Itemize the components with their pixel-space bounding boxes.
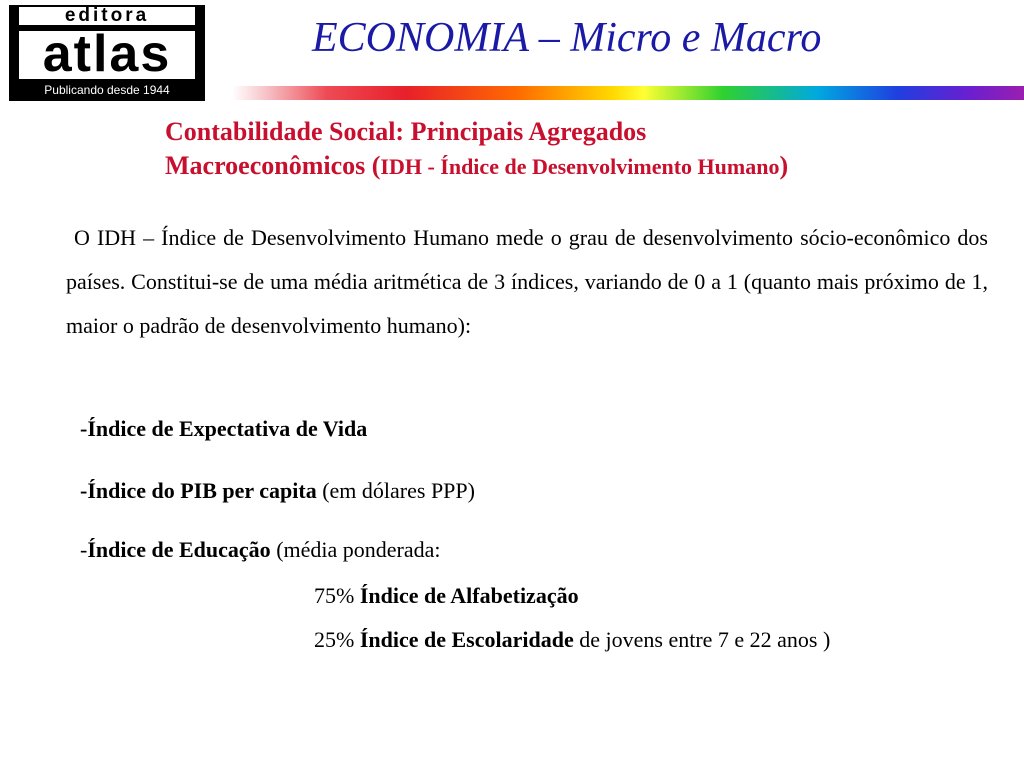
logo-tagline: Publicando desde 1944 [44,83,170,97]
subitem-rest: de jovens entre 7 e 22 anos ) [573,627,831,652]
slide-title-subtitle: IDH - Índice de Desenvolvimento Humano [380,154,780,179]
subitem-schooling [314,625,830,655]
publisher-logo [9,5,205,101]
bullet-bold: -Índice de Expectativa de Vida [80,416,368,441]
bullet-rest: (média ponderada: [270,537,441,562]
subitem-prefix: 25% [314,627,360,652]
bullet-education [80,535,441,565]
bullet-prefix: - [80,537,88,562]
logo-brand-top: editora [19,7,195,25]
header-title: ECONOMIA – Micro e Macro [312,15,822,61]
subitem-bold: Índice de Alfabetização [359,583,579,608]
slide-title-main: Macroeconômicos ( [165,151,381,180]
subitem-prefix: 75% [314,583,360,608]
slide-title-line1: Contabilidade Social: Principais Agregados [165,117,647,146]
subitem-bold: Índice de Escolaridade [359,627,574,652]
subitem-literacy [314,581,579,611]
bullet-bold: Índice de Educação [87,537,271,562]
rainbow-divider [232,86,1024,100]
slide-title-close: ) [779,151,789,180]
bullet-life-expectancy [80,414,367,444]
slide-title [165,115,1005,184]
bullet-gdp-per-capita [80,476,475,506]
idh-description: O IDH – Índice de Desenvolvimento Humano mede o grau de desenvolvimento sócio-econômico dos países. Constitui-se de uma média aritmética de 3 índices, variando de 0 a 1 (quanto mais próximo de 1, maior o padrão de desenvolvimento humano): [66,225,988,338]
slide-title-line2 [165,149,1005,184]
bullet-rest: (em dólares PPP) [316,478,475,503]
bullet-bold: -Índice do PIB per capita [80,478,317,503]
logo-brand-main: atlas [19,31,195,79]
